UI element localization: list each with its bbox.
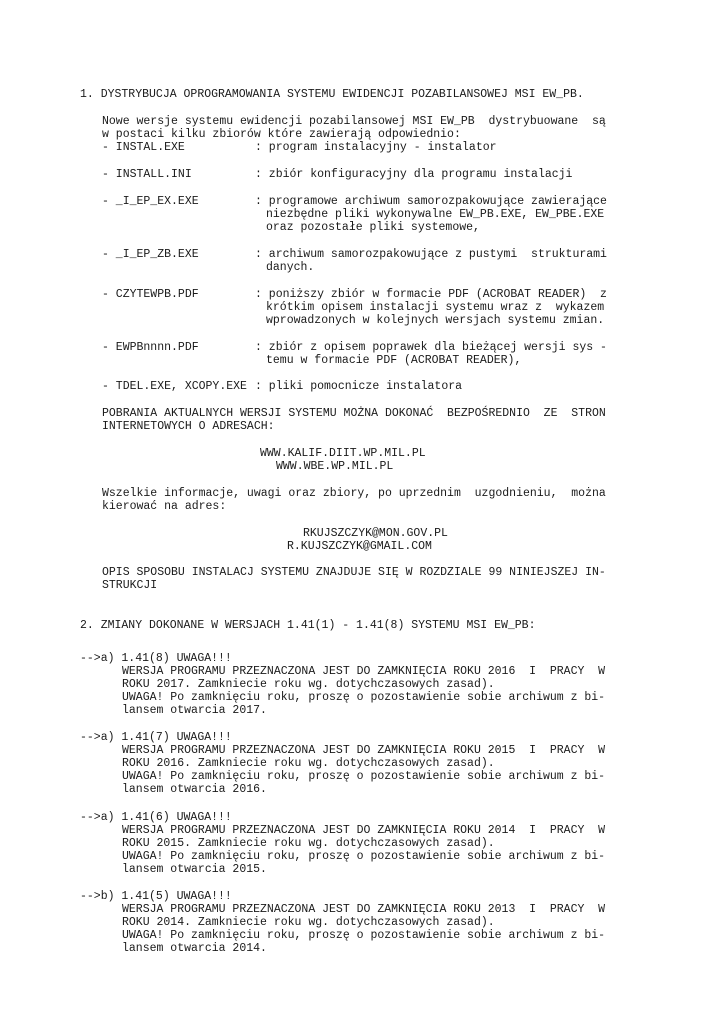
text-line-file-7-name: - TDEL.EXE, XCOPY.EXE [102,380,247,393]
text-line-file-5-desc-2: krótkim opisem instalacji systemu wraz z wykazem [266,301,605,314]
text-line-contact-1: Wszelkie informacje, uwagi oraz zbiory, po uprzednim uzgodnieniu, można [102,487,606,500]
text-line-v8-1: WERSJA PROGRAMU PRZEZNACZONA JEST DO ZAMKNIĘCIA ROKU 2016 I PRACY W [122,665,606,678]
text-line-file-6-desc-1: : zbiór z opisem poprawek dla bieżącej wersji sys - [255,341,607,354]
text-line-file-3-desc-1: : programowe archiwum samorozpakowujące zawierające [255,195,607,208]
text-line-v7-2: ROKU 2016. Zamkniecie roku wg. dotychczasowych zasad). [122,757,495,770]
text-line-file-5-desc-3: wprowadzonych w kolejnych wersjach systemu zmian. [266,314,605,327]
text-line-file-5-desc-1: : poniższy zbiór w formacie PDF (ACROBAT READER) z [255,288,607,301]
text-line-v5-3: UWAGA! Po zamknięciu roku, proszę o pozostawienie sobie archiwum z bi- [122,929,606,942]
text-line-v6-1: WERSJA PROGRAMU PRZEZNACZONA JEST DO ZAMKNIĘCIA ROKU 2014 I PRACY W [122,824,606,837]
text-line-v5-head: -->b) 1.41(5) UWAGA!!! [80,890,232,903]
text-line-download-2: INTERNETOWYCH O ADRESACH: [102,420,275,433]
text-line-contact-2: kierować na adres: [102,500,227,513]
text-line-file-7-desc: : pliki pomocnicze instalatora [255,380,463,393]
text-line-intro-1: Nowe wersje systemu ewidencji pozabilansowej MSI EW_PB dystrybuowane są [102,115,606,128]
text-line-file-3-desc-3: oraz pozostałe pliki systemowe, [266,221,480,234]
text-line-v7-1: WERSJA PROGRAMU PRZEZNACZONA JEST DO ZAMKNIĘCIA ROKU 2015 I PRACY W [122,744,606,757]
text-line-file-4-name: - _I_EP_ZB.EXE [102,248,199,261]
text-line-v7-4: lansem otwarcia 2016. [122,783,267,796]
text-line-v7-head: -->a) 1.41(7) UWAGA!!! [80,731,232,744]
text-line-url-1: WWW.KALIF.DIIT.WP.MIL.PL [260,447,426,460]
text-line-s1-title: 1. DYSTRYBUCJA OPROGRAMOWANIA SYSTEMU EWIDENCJI POZABILANSOWEJ MSI EW_PB. [80,88,584,101]
text-line-v8-4: lansem otwarcia 2017. [122,704,267,717]
text-line-file-6-name: - EWPBnnnn.PDF [102,341,199,354]
text-line-v6-head: -->a) 1.41(6) UWAGA!!! [80,811,232,824]
text-line-intro-2: w postaci kilku zbiorów które zawierają odpowiednio: [102,128,461,141]
text-line-file-1-name: - INSTAL.EXE [102,141,185,154]
text-line-v6-4: lansem otwarcia 2015. [122,863,267,876]
text-line-s2-title: 2. ZMIANY DOKONANE W WERSJACH 1.41(1) - 1.41(8) SYSTEMU MSI EW_PB: [80,619,536,632]
text-line-v8-3: UWAGA! Po zamknięciu roku, proszę o pozostawienie sobie archiwum z bi- [122,691,606,704]
text-line-file-6-desc-2: temu w formacie PDF (ACROBAT READER), [266,354,522,367]
text-line-file-2-name: - INSTALL.INI [102,168,192,181]
text-line-v6-3: UWAGA! Po zamknięciu roku, proszę o pozostawienie sobie archiwum z bi- [122,850,606,863]
text-line-file-2-desc: : zbiór konfiguracyjny dla programu instalacji [255,168,573,181]
text-line-download-1: POBRANIA AKTUALNYCH WERSJI SYSTEMU MOŻNA DOKONAĆ BEZPOŚREDNIO ZE STRON [102,407,606,420]
text-line-v5-2: ROKU 2014. Zamkniecie roku wg. dotychczasowych zasad). [122,916,495,929]
text-line-url-2: WWW.WBE.WP.MIL.PL [276,460,394,473]
text-line-email-1: RKUJSZCZYK@MON.GOV.PL [303,527,448,540]
text-line-file-4-desc-2: danych. [266,261,315,274]
text-line-install-2: STRUKCJI [102,579,158,592]
text-line-email-2: R.KUJSZCZYK@GMAIL.COM [287,540,432,553]
text-line-file-3-name: - _I_EP_EX.EXE [102,195,199,208]
text-line-v7-3: UWAGA! Po zamknięciu roku, proszę o pozostawienie sobie archiwum z bi- [122,770,606,783]
text-line-file-4-desc-1: : archiwum samorozpakowujące z pustymi strukturami [255,248,607,261]
text-line-v5-1: WERSJA PROGRAMU PRZEZNACZONA JEST DO ZAMKNIĘCIA ROKU 2013 I PRACY W [122,903,606,916]
text-line-v8-head: -->a) 1.41(8) UWAGA!!! [80,652,232,665]
text-line-v6-2: ROKU 2015. Zamkniecie roku wg. dotychczasowych zasad). [122,837,495,850]
text-line-file-1-desc: : program instalacyjny - instalator [255,141,497,154]
text-line-v8-2: ROKU 2017. Zamkniecie roku wg. dotychczasowych zasad). [122,678,495,691]
text-line-install-1: OPIS SPOSOBU INSTALACJ SYSTEMU ZNAJDUJE SIĘ W ROZDZIALE 99 NINIEJSZEJ IN- [102,566,606,579]
text-line-file-3-desc-2: niezbędne pliki wykonywalne EW_PB.EXE, EW_PBE.EXE [266,208,605,221]
text-line-file-5-name: - CZYTEWPB.PDF [102,288,199,301]
text-line-v5-4: lansem otwarcia 2014. [122,942,267,955]
